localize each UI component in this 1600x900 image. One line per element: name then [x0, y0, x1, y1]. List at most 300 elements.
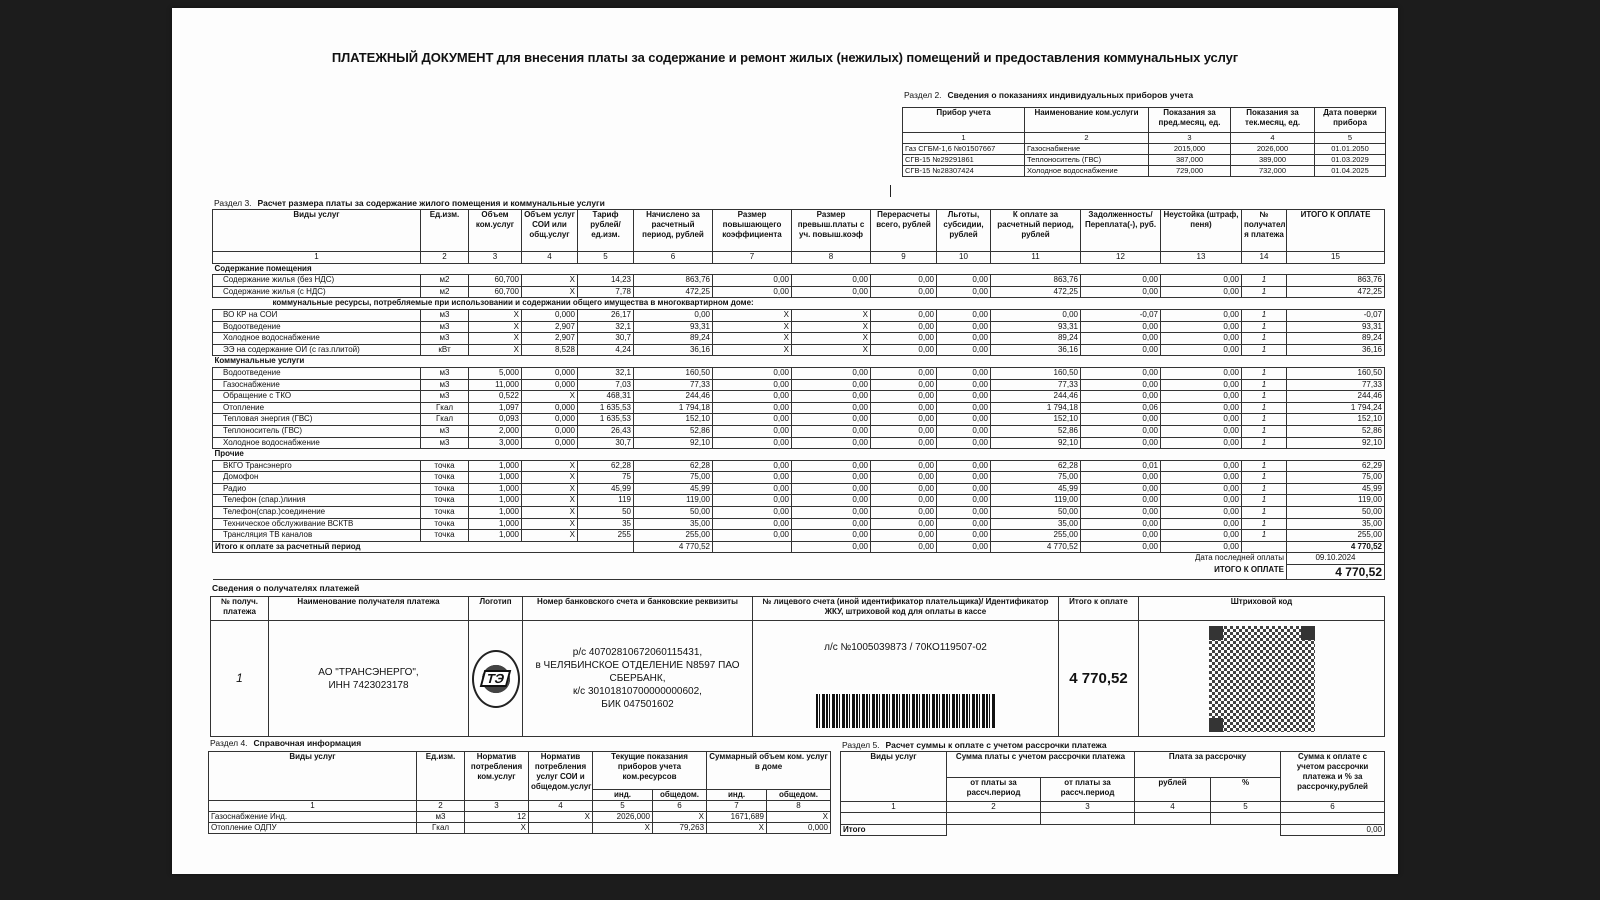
cell: 1	[1242, 379, 1287, 391]
cell: X	[707, 823, 767, 834]
service-row	[213, 367, 1385, 379]
cell: 0,00	[713, 379, 792, 391]
cell: 244,46	[991, 391, 1081, 403]
total-total: 4 770,52	[1287, 541, 1385, 553]
barcode-icon	[816, 694, 996, 728]
cell: 2,907	[522, 333, 578, 345]
cell: 160,50	[1287, 367, 1385, 379]
cell: 0,00	[713, 402, 792, 414]
col-number: 15	[1287, 252, 1385, 264]
col-header: Плата за рассрочку	[1135, 752, 1281, 778]
cell: м3	[421, 391, 469, 403]
cell: 0,00	[1161, 530, 1242, 542]
cell: 0,00	[1081, 437, 1161, 449]
reference-row	[209, 812, 831, 823]
cell: м2	[421, 286, 469, 298]
cell: 0,00	[1161, 344, 1242, 356]
cell: 0,00	[871, 333, 937, 345]
service-row	[213, 472, 1385, 484]
cell: 62,28	[991, 460, 1081, 472]
cell: 0,00	[713, 414, 792, 426]
col-number: 7	[707, 801, 767, 812]
transenergo-logo-icon	[472, 650, 520, 708]
col-header: Объем услуг СОИ или общ.услуг	[522, 210, 578, 252]
cell: 0,00	[792, 286, 871, 298]
cell: 0,00	[1081, 333, 1161, 345]
col-header: Размер повышающего коэффициента	[713, 210, 792, 252]
section4-label: Раздел 4.	[210, 738, 248, 748]
cell: 468,31	[578, 391, 634, 403]
cell: 0,00	[713, 275, 792, 287]
service-row	[213, 286, 1385, 298]
cell: 0,00	[713, 472, 792, 484]
cell: X	[522, 472, 578, 484]
cell: 0,00	[792, 402, 871, 414]
qr-code-icon	[1209, 626, 1315, 732]
cell: 2,907	[522, 321, 578, 333]
cell: 119,00	[1287, 495, 1385, 507]
cell: Холодное водоснабжение	[213, 437, 421, 449]
cell: 0,00	[792, 530, 871, 542]
meter-name: СГВ-15 №29291861	[903, 155, 1025, 166]
cell: 0,00	[1081, 286, 1161, 298]
cell: X	[522, 495, 578, 507]
cell: X	[469, 333, 522, 345]
cell: 0,00	[871, 309, 937, 321]
empty-cell	[713, 541, 792, 553]
cell: 0,00	[1161, 402, 1242, 414]
cell: 0,000	[522, 425, 578, 437]
cell: 119	[578, 495, 634, 507]
cell: 1	[1242, 402, 1287, 414]
col-header: ИТОГО К ОПЛАТЕ	[1287, 210, 1385, 252]
cell: 0,00	[792, 483, 871, 495]
col-header: Начислено за расчетный период, рублей	[634, 210, 713, 252]
cell: 92,10	[991, 437, 1081, 449]
cell: 0,00	[634, 309, 713, 321]
cell: X	[792, 321, 871, 333]
curr-reading: 389,000	[1231, 155, 1315, 166]
cell: 35,00	[634, 518, 713, 530]
group-name: Коммунальные услуги	[213, 356, 1385, 368]
payee-total: 4 770,52	[1059, 621, 1139, 737]
cell: 14,23	[578, 275, 634, 287]
total-label: Итого к оплате за расчетный период	[213, 541, 634, 553]
meter-row	[903, 166, 1386, 177]
cell: 0,00	[713, 391, 792, 403]
cell: 0,00	[871, 425, 937, 437]
cell: 0,00	[937, 309, 991, 321]
col-number: 5	[593, 801, 653, 812]
sub-header: от платы за рассч.период	[1041, 778, 1135, 802]
section2-title: Сведения о показаниях индивидуальных приборов учета	[947, 90, 1194, 100]
cell: 0,00	[792, 414, 871, 426]
cell: 1 794,18	[634, 402, 713, 414]
cell: 255	[578, 530, 634, 542]
cell: 0,00	[937, 286, 991, 298]
cell: 1	[1242, 483, 1287, 495]
cell: 1	[1242, 460, 1287, 472]
cell: 160,50	[991, 367, 1081, 379]
cell: 0,01	[1081, 460, 1161, 472]
payees-table	[210, 596, 1385, 737]
section3-label: Раздел 3.	[214, 198, 252, 208]
payee-number: 1	[211, 621, 269, 737]
cell: м3	[421, 437, 469, 449]
payee-name	[269, 621, 469, 737]
cell: 30,7	[578, 333, 634, 345]
service-row	[213, 344, 1385, 356]
cell: 472,25	[634, 286, 713, 298]
cell: м3	[417, 812, 465, 823]
meter-row	[903, 144, 1386, 155]
cell: Содержание жилья (с НДС)	[213, 286, 421, 298]
group-name: коммунальные ресурсы, потребляемые при использовании и содержании общего имущества в многоквартирном доме:	[213, 298, 1385, 310]
cell: м3	[421, 333, 469, 345]
col-number: 10	[937, 252, 991, 264]
cell: 0,00	[792, 518, 871, 530]
col-number: 1	[841, 802, 947, 813]
cell: 0,00	[991, 309, 1081, 321]
cell: 0,00	[937, 402, 991, 414]
cell: 1	[1242, 309, 1287, 321]
cell: Телефон(спар.)соединение	[213, 507, 421, 519]
meter-readings-table	[902, 107, 1386, 177]
cell: 863,76	[1287, 275, 1385, 287]
col-number: 3	[1149, 133, 1231, 144]
service-row	[213, 321, 1385, 333]
cell: 0,00	[1081, 344, 1161, 356]
total-penalty: 0,00	[1161, 541, 1242, 553]
col-number: 2	[947, 802, 1041, 813]
cell: 0,00	[871, 402, 937, 414]
service-row	[213, 414, 1385, 426]
cell: 0,00	[937, 333, 991, 345]
cell: 0,00	[1161, 309, 1242, 321]
col-header: Объем ком.услуг	[469, 210, 522, 252]
cell: Техническое обслуживание ВСКТВ	[213, 518, 421, 530]
cell: 75,00	[634, 472, 713, 484]
cell: 0,00	[792, 495, 871, 507]
curr-reading: 2026,000	[1231, 144, 1315, 155]
section4-heading	[210, 738, 361, 748]
section5-title: Расчет суммы к оплате с учетом рассрочки платежа	[885, 740, 1107, 750]
cell: 0,00	[792, 275, 871, 287]
cell: X	[792, 344, 871, 356]
last-payment-row	[213, 553, 1385, 565]
cell: 0,00	[1161, 275, 1242, 287]
cell: 0,00	[713, 425, 792, 437]
col-number: 6	[634, 252, 713, 264]
col-number: 1	[903, 133, 1025, 144]
cell: 0,00	[792, 507, 871, 519]
grand-total-value: 4 770,52	[1287, 565, 1385, 580]
cell: 0,00	[871, 367, 937, 379]
personal-account: л/с №1005039873 / 70КО119507-02	[824, 642, 987, 653]
cell: 60,700	[469, 286, 522, 298]
cell: 1,000	[469, 495, 522, 507]
cell: 92,10	[1287, 437, 1385, 449]
col-header: Льготы, субсидии, рублей	[937, 210, 991, 252]
cell: 36,16	[634, 344, 713, 356]
period-total-row	[213, 541, 1385, 553]
cell: 50,00	[634, 507, 713, 519]
cell: 0,00	[937, 472, 991, 484]
cell: Содержание жилья (без НДС)	[213, 275, 421, 287]
col-header: К оплате за расчетный период, рублей	[991, 210, 1081, 252]
cell: 0,00	[1161, 333, 1242, 345]
col-number: 2	[1025, 133, 1149, 144]
cell: точка	[421, 507, 469, 519]
cell: Гкал	[417, 823, 465, 834]
group-header-row	[213, 263, 1385, 275]
cell: 0,00	[792, 379, 871, 391]
cell: 93,31	[634, 321, 713, 333]
col-number: 13	[1161, 252, 1242, 264]
total-value: 0,00	[1281, 825, 1385, 836]
cell: X	[522, 518, 578, 530]
col-number: 3	[469, 252, 522, 264]
cell: 1	[1242, 530, 1287, 542]
group-name: Содержание помещения	[213, 263, 1385, 275]
col-number: 5	[578, 252, 634, 264]
cell: 0,00	[1161, 286, 1242, 298]
sub-header: от платы за рассч.период	[947, 778, 1041, 802]
cell: 0,00	[713, 437, 792, 449]
cell: точка	[421, 518, 469, 530]
col-header: Показания за пред.месяц, ед.	[1149, 108, 1231, 133]
section3-title: Расчет размера платы за содержание жилого помещения и коммунальные услуги	[257, 198, 605, 208]
installment-table	[840, 751, 1385, 836]
total-recalc: 0,00	[871, 541, 937, 553]
cell: 0,00	[871, 495, 937, 507]
cell: 0,00	[871, 483, 937, 495]
cell: 52,86	[1287, 425, 1385, 437]
bank-details	[523, 621, 753, 737]
col-header: Сумма платы с учетом рассрочки платежа	[947, 752, 1135, 778]
payee-inn: ИНН 7423023178	[328, 679, 409, 691]
cell: X	[522, 391, 578, 403]
cell: 62,28	[634, 460, 713, 472]
group-name: Прочие	[213, 449, 1385, 461]
qr-code-cell	[1139, 621, 1385, 737]
cell: 2026,000	[593, 812, 653, 823]
cell: 0,00	[713, 530, 792, 542]
cell: 0,00	[792, 367, 871, 379]
cell: 0,00	[1161, 483, 1242, 495]
cell: 32,1	[578, 321, 634, 333]
col-header: Наименование ком.услуги	[1025, 108, 1149, 133]
cell: 1,000	[469, 530, 522, 542]
cell: 0,00	[1161, 518, 1242, 530]
cell: 1,000	[469, 483, 522, 495]
cell: 1,097	[469, 402, 522, 414]
cell: 0,000	[522, 367, 578, 379]
cell: X	[465, 823, 529, 834]
col-number: 3	[1041, 802, 1135, 813]
col-header: Виды услуг	[841, 752, 947, 802]
cell: 472,25	[991, 286, 1081, 298]
cell: X	[767, 812, 831, 823]
cell: X	[522, 460, 578, 472]
section5-label: Раздел 5.	[842, 740, 880, 750]
cell: 0,00	[871, 518, 937, 530]
cell: 62,29	[1287, 460, 1385, 472]
cell: 1	[1242, 507, 1287, 519]
service-row	[213, 425, 1385, 437]
cell: м3	[421, 379, 469, 391]
cell: X	[529, 812, 593, 823]
col-header: Показания за тек.месяц, ед.	[1231, 108, 1315, 133]
cell: м3	[421, 367, 469, 379]
cell: Отопление ОДПУ	[209, 823, 417, 834]
last-payment-date: 09.10.2024	[1287, 553, 1385, 565]
cell: 0,00	[713, 483, 792, 495]
cell: 0,00	[713, 367, 792, 379]
col-number: 4	[1231, 133, 1315, 144]
cell: 0,000	[522, 309, 578, 321]
cell: 0,00	[937, 495, 991, 507]
cell: Теплоноситель (ГВС)	[213, 425, 421, 437]
col-header: Неустойка (штраф, пеня)	[1161, 210, 1242, 252]
payee-logo-cell	[469, 621, 523, 737]
cell: 50,00	[1287, 507, 1385, 519]
total-benefits: 0,00	[937, 541, 991, 553]
cell: 0,00	[1081, 379, 1161, 391]
last-payment-label: Дата последней оплаты	[213, 553, 1287, 565]
cell: 50,00	[991, 507, 1081, 519]
service-row	[213, 333, 1385, 345]
cell: 4,24	[578, 344, 634, 356]
col-number: 5	[1211, 802, 1281, 813]
cell: Гкал	[421, 402, 469, 414]
cell: 3,000	[469, 437, 522, 449]
cell: 119,00	[991, 495, 1081, 507]
col-number: 8	[767, 801, 831, 812]
meter-row	[903, 155, 1386, 166]
cell: 35,00	[991, 518, 1081, 530]
cell: Гкал	[421, 414, 469, 426]
cell: 1	[1242, 286, 1287, 298]
cell: точка	[421, 495, 469, 507]
cell: X	[522, 275, 578, 287]
col-header: Размер превыш.платы с уч. повыш.коэф	[792, 210, 871, 252]
cell: 0,00	[1081, 530, 1161, 542]
reference-info-table	[208, 751, 831, 834]
cell: м3	[421, 321, 469, 333]
cell: точка	[421, 472, 469, 484]
cell: 7,03	[578, 379, 634, 391]
cell: м3	[421, 425, 469, 437]
prev-reading: 729,000	[1149, 166, 1231, 177]
service-row	[213, 402, 1385, 414]
logo-text: ТЭ	[480, 670, 512, 687]
cell: Газоснабжение Инд.	[209, 812, 417, 823]
cell: 32,1	[578, 367, 634, 379]
cell: Тепловая энергия (ГВС)	[213, 414, 421, 426]
cell: 0,093	[469, 414, 522, 426]
cell: X	[713, 309, 792, 321]
col-header: Норматив потребления ком.услуг	[465, 752, 529, 801]
cell: 93,31	[1287, 321, 1385, 333]
cell: 0,00	[871, 286, 937, 298]
corr-account: к/с 30101810700000000602,	[573, 686, 702, 697]
cell: 0,00	[792, 425, 871, 437]
group-header-row	[213, 356, 1385, 368]
col-number: 2	[417, 801, 465, 812]
cell: 0,00	[1161, 391, 1242, 403]
cell: 1	[1242, 391, 1287, 403]
cell: Трансляция ТВ каналов	[213, 530, 421, 542]
cell: 35,00	[1287, 518, 1385, 530]
col-number: 7	[713, 252, 792, 264]
cell: Отопление	[213, 402, 421, 414]
col-number: 2	[421, 252, 469, 264]
cell: 0,00	[871, 321, 937, 333]
cell: Холодное водоснабжение	[213, 333, 421, 345]
cell: 89,24	[1287, 333, 1385, 345]
cell: 1 794,18	[991, 402, 1081, 414]
col-number: 14	[1242, 252, 1287, 264]
col-header: Ед.изм.	[417, 752, 465, 801]
cell: 0,000	[767, 823, 831, 834]
bik: БИК 047501602	[601, 699, 674, 710]
sub-header: общедом.	[653, 790, 707, 801]
cell: 75	[578, 472, 634, 484]
service-name: Теплоноситель (ГВС)	[1025, 155, 1149, 166]
cell: 26,43	[578, 425, 634, 437]
col-number: 5	[1315, 133, 1386, 144]
cell: 0,00	[713, 507, 792, 519]
col-header: Дата поверки прибора	[1315, 108, 1386, 133]
cell: 0,00	[871, 379, 937, 391]
cell: м3	[421, 309, 469, 321]
cell: 2,000	[469, 425, 522, 437]
cell: 1	[1242, 437, 1287, 449]
service-row	[213, 379, 1385, 391]
cell: 0,00	[1161, 437, 1242, 449]
cell: 93,31	[991, 321, 1081, 333]
service-row	[213, 483, 1385, 495]
cell: 0,00	[871, 530, 937, 542]
meter-name: Газ СГБМ-1,6 №01507667	[903, 144, 1025, 155]
col-number: 1	[213, 252, 421, 264]
cell: 244,46	[634, 391, 713, 403]
service-row	[213, 495, 1385, 507]
cell: 0,00	[1161, 472, 1242, 484]
cell: X	[522, 507, 578, 519]
cell: 0,00	[1081, 507, 1161, 519]
meter-name: СГВ-15 №28307424	[903, 166, 1025, 177]
cell: X	[792, 309, 871, 321]
cell: 79,263	[653, 823, 707, 834]
cell: -0,07	[1287, 309, 1385, 321]
cell: 1	[1242, 321, 1287, 333]
cell: 1	[1242, 275, 1287, 287]
cell: 1,000	[469, 472, 522, 484]
cell: 0,00	[937, 483, 991, 495]
cell: 1	[1242, 425, 1287, 437]
cell: 0,00	[871, 472, 937, 484]
cell: 0,00	[1081, 321, 1161, 333]
cell: 0,00	[792, 472, 871, 484]
col-number: 3	[465, 801, 529, 812]
check-date: 01.01.2050	[1315, 144, 1386, 155]
cell: 1	[1242, 333, 1287, 345]
cell: 8,528	[522, 344, 578, 356]
cell: 0,00	[871, 437, 937, 449]
cell: 0,000	[522, 414, 578, 426]
